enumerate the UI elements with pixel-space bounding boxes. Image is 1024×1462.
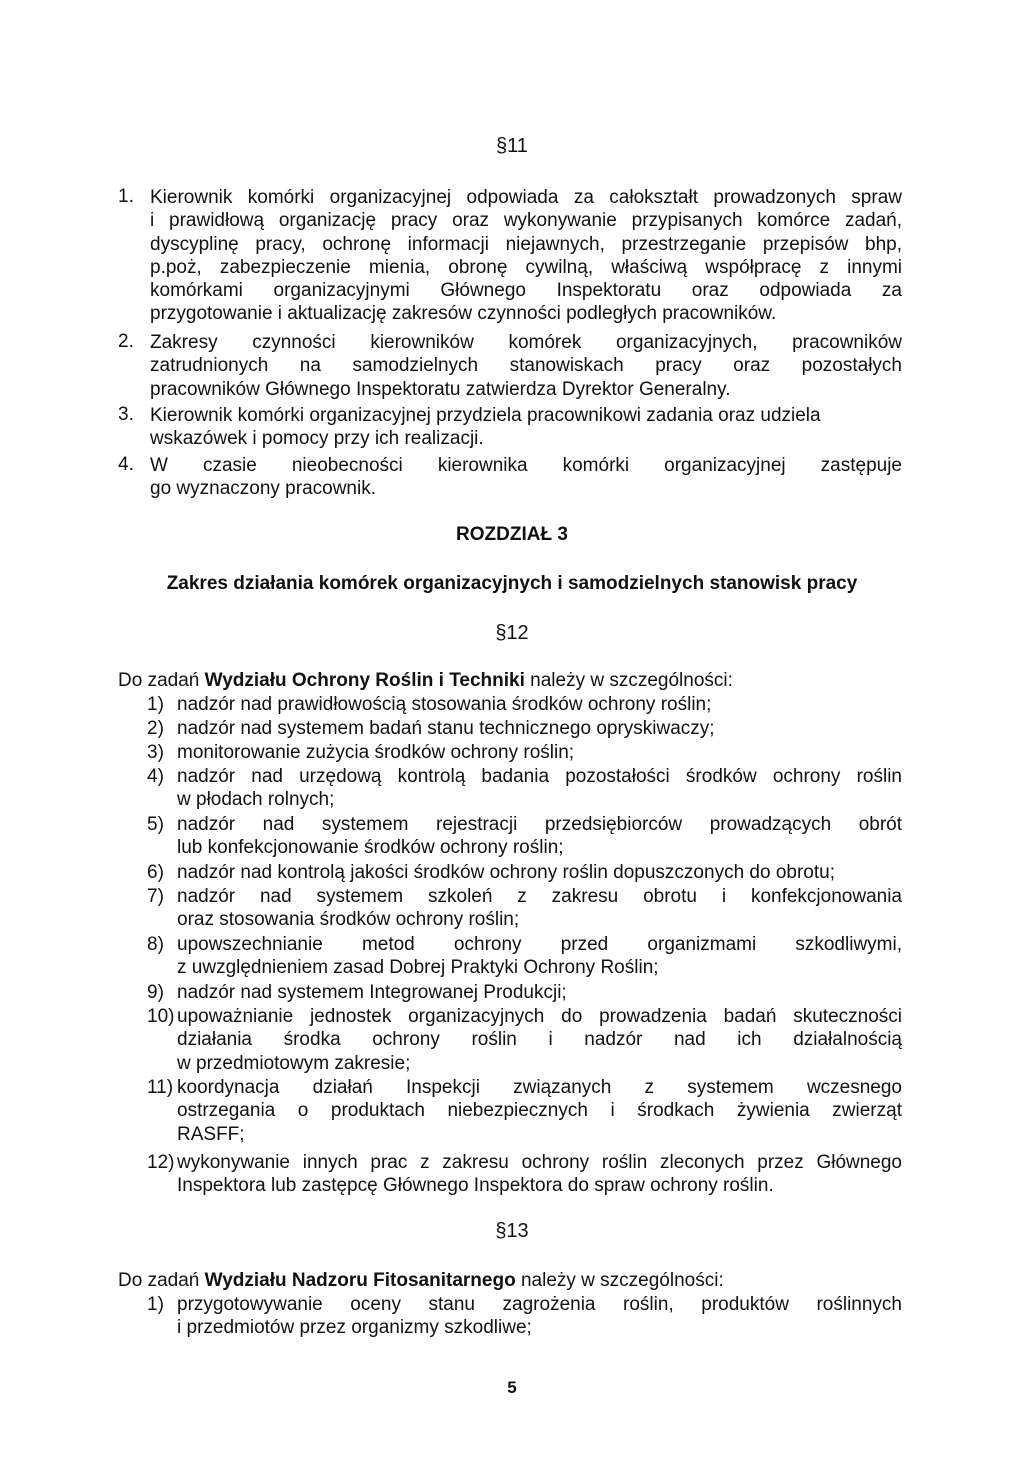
text-line: koordynacja działań Inspekcji związanych z systemem wczesnego: [177, 1077, 902, 1098]
item-1-text: [150, 186, 902, 326]
text-line: W czasie nieobecności kierownika komórki organizacyjnej zastępuje: [150, 455, 902, 476]
page-number: 5: [507, 1378, 517, 1397]
text-line: go wyznaczony pracownik.: [150, 478, 376, 500]
item-2-text: [150, 331, 902, 401]
list-item-number: 1): [147, 1294, 164, 1315]
list-item-number: 9): [147, 982, 164, 1003]
list-item-number: 5): [147, 814, 164, 835]
text-line: wykonywanie innych prac z zakresu ochrony roślin zleconych przez Głównego: [177, 1152, 902, 1173]
list-item-number: 2): [147, 718, 164, 739]
item-3-number: 3.: [118, 404, 134, 425]
text-line: zatrudnionych na samodzielnych stanowiskach pracy oraz pozostałych: [150, 355, 902, 377]
item-3-text: [150, 404, 902, 451]
text-line: dyscyplinę pracy, ochronę informacji niejawnych, przestrzeganie przepisów bhp,: [150, 233, 902, 255]
text-line: Inspektora lub zastępcę Głównego Inspektora do spraw ochrony roślin.: [177, 1175, 774, 1197]
text-line: z uwzględnieniem zasad Dobrej Praktyki Ochrony Roślin;: [177, 957, 659, 979]
list-item-number: 4): [147, 766, 164, 787]
item-1-number: 1.: [118, 186, 134, 207]
text-line: RASFF;: [177, 1123, 245, 1145]
text-line: pracowników Głównego Inspektoratu zatwierdza Dyrektor Generalny.: [150, 378, 731, 400]
text-line: monitorowanie zużycia środków ochrony roślin;: [177, 742, 575, 763]
intro-text: należy w szczególności:: [524, 670, 733, 691]
text-line: upoważnianie jednostek organizacyjnych do prowadzenia badań skuteczności: [177, 1006, 902, 1027]
section-13-intro: [118, 1270, 724, 1292]
list-item-number: 12): [147, 1152, 175, 1173]
text-line: i prawidłową organizację pracy oraz wykonywanie przypisanych komórce zadań,: [150, 210, 902, 232]
text-line: nadzór nad systemem badań stanu technicznego opryskiwaczy;: [177, 718, 715, 739]
item-2-number: 2.: [118, 331, 134, 352]
text-line: w przedmiotowym zakresie;: [177, 1052, 411, 1074]
list-item-number: 11): [147, 1077, 174, 1098]
text-line: nadzór nad systemem rejestracji przedsiębiorców prowadzących obrót: [177, 814, 902, 835]
list-item-number: 7): [147, 886, 164, 907]
chapter-label: ROZDZIAŁ 3: [456, 524, 568, 545]
text-line: Kierownik komórki organizacyjnej odpowiada za całokształt prowadzonych spraw: [150, 187, 902, 208]
text-line: nadzór nad urzędową kontrolą badania pozostałości środków ochrony roślin: [177, 766, 902, 787]
text-line: p.poż, zabezpieczenie mienia, obronę cywilną, właściwą współpracę z innymi: [150, 256, 902, 278]
text-line: lub konfekcjonowanie środków ochrony roślin;: [177, 837, 564, 859]
section-12-intro: [118, 670, 733, 692]
section-12-mark: §12: [495, 622, 529, 644]
list-item-number: 6): [147, 862, 164, 883]
text-line: Zakresy czynności kierowników komórek organizacyjnych, pracowników: [150, 332, 902, 353]
text-line: nadzór nad systemem szkoleń z zakresu obrotu i konfekcjonowania: [177, 886, 902, 907]
list-item-number: 3): [147, 742, 164, 763]
item-4-number: 4.: [118, 454, 134, 475]
department-name: Wydziału Nadzoru Fitosanitarnego: [204, 1270, 516, 1291]
intro-text: Do zadań: [118, 670, 205, 691]
text-line: działania środka ochrony roślin i nadzór nad ich działalnością: [177, 1029, 902, 1051]
intro-text: należy w szczególności:: [515, 1270, 724, 1291]
text-line: Kierownik komórki organizacyjnej przydziela pracownikowi zadania oraz udziela: [150, 405, 821, 426]
text-line: nadzór nad systemem Integrowanej Produkcji;: [177, 982, 567, 1003]
text-line: upowszechnianie metod ochrony przed organizmami szkodliwymi,: [177, 934, 902, 955]
intro-text: Do zadań: [118, 1270, 205, 1291]
text-line: przygotowanie i aktualizację zakresów czynności podległych pracowników.: [150, 303, 777, 325]
text-line: i przedmiotów przez organizmy szkodliwe;: [177, 1317, 532, 1339]
list-item-number: 8): [147, 934, 164, 955]
text-line: nadzór nad prawidłowością stosowania środków ochrony roślin;: [177, 694, 712, 715]
list-item-number: 10): [147, 1006, 175, 1027]
department-name: Wydziału Ochrony Roślin i Techniki: [204, 670, 525, 691]
text-line: przygotowywanie oceny stanu zagrożenia roślin, produktów roślinnych: [177, 1294, 902, 1315]
text-line: nadzór nad kontrolą jakości środków ochrony roślin dopuszczonych do obrotu;: [177, 862, 835, 883]
text-line: wskazówek i pomocy przy ich realizacji.: [150, 428, 484, 450]
text-line: ostrzegania o produktach niebezpiecznych i środkach żywienia zwierząt: [177, 1100, 902, 1122]
section-13-mark: §13: [495, 1220, 529, 1242]
text-line: komórkami organizacyjnymi Głównego Inspektoratu oraz odpowiada za: [150, 280, 902, 302]
text-line: w płodach rolnych;: [177, 789, 335, 811]
text-line: oraz stosowania środków ochrony roślin;: [177, 909, 520, 931]
section-11-mark: §11: [496, 135, 528, 157]
list-item-number: 1): [147, 694, 164, 715]
item-4-text: [150, 454, 902, 501]
chapter-title: Zakres działania komórek organizacyjnych i samodzielnych stanowisk pracy: [166, 573, 858, 594]
